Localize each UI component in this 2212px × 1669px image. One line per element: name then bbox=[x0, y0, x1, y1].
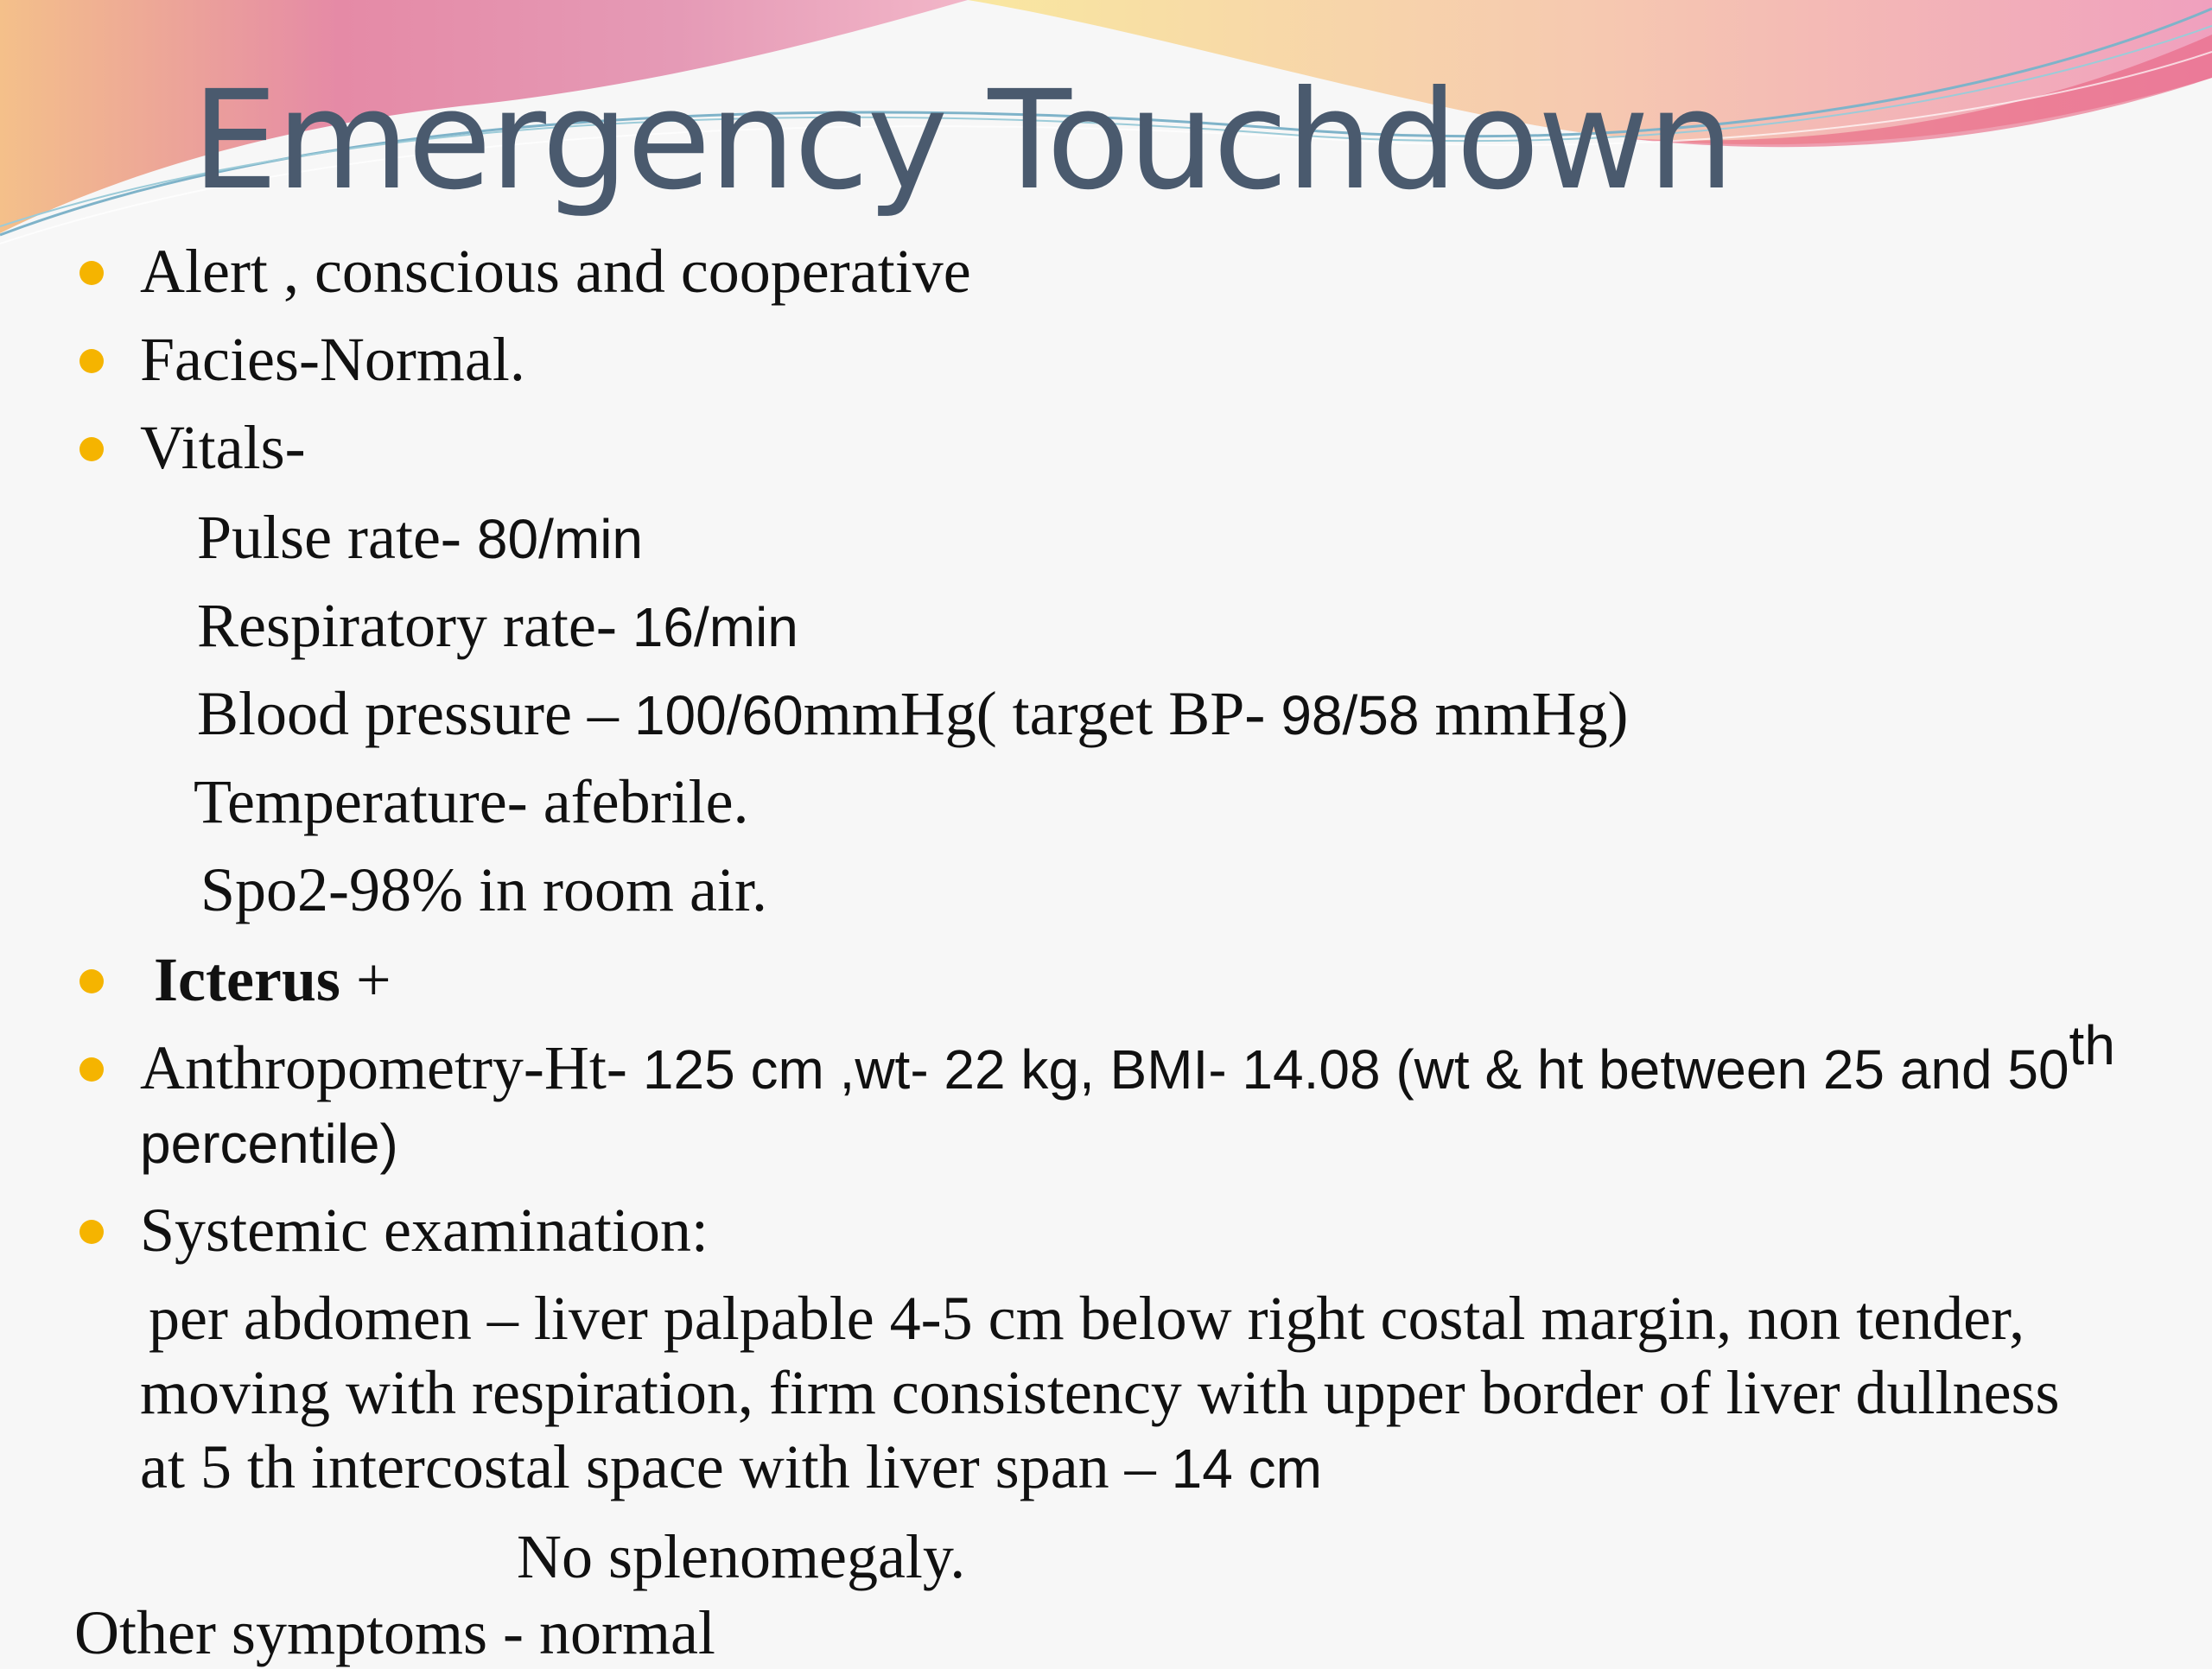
blood-pressure-target-value: 98/58 bbox=[1281, 684, 1420, 746]
respiratory-rate-label: Respiratory rate- bbox=[197, 591, 632, 660]
anthropometry-percentile: percentile) bbox=[140, 1113, 398, 1175]
vitals-text: Vitals- bbox=[140, 413, 306, 482]
bullet-dot bbox=[79, 969, 104, 993]
blood-pressure-line bbox=[197, 677, 1628, 752]
abdomen-line-3-text: at 5 th intercostal space with liver span – bbox=[140, 1432, 1172, 1501]
splenomegaly-text: No splenomegaly. bbox=[517, 1522, 966, 1591]
icterus-label: Icterus bbox=[154, 945, 340, 1014]
liver-span-value: 14 cm bbox=[1171, 1437, 1322, 1500]
pulse-rate-value: 80/min bbox=[476, 508, 643, 570]
alert-text: Alert , conscious and cooperative bbox=[140, 237, 971, 306]
bullet-dot bbox=[79, 1057, 104, 1082]
spo2-line: Spo2-98% in room air. bbox=[200, 855, 767, 924]
abdomen-line-1: per abdomen – liver palpable 4-5 cm below right costal margin, non tender, bbox=[149, 1284, 2025, 1353]
anthropometry-text bbox=[140, 1014, 2162, 1180]
pulse-rate-line bbox=[197, 501, 643, 575]
systemic-examination-text: Systemic examination: bbox=[140, 1196, 709, 1265]
icterus-sign: + bbox=[340, 945, 391, 1014]
facies-text: Facies-Normal. bbox=[140, 325, 525, 394]
bullet-dot bbox=[79, 349, 104, 373]
blood-pressure-unit: mmHg) bbox=[1419, 679, 1629, 748]
percentile-superscript: th bbox=[2069, 1014, 2115, 1076]
slide-title: Emergency Touchdown bbox=[192, 61, 1733, 220]
blood-pressure-value: 100/60 bbox=[633, 684, 804, 746]
temperature-line: Temperature- afebrile. bbox=[194, 767, 749, 836]
abdomen-line-2: moving with respiration, firm consistency with upper border of liver dullness bbox=[140, 1358, 2060, 1427]
pulse-rate-label: Pulse rate- bbox=[197, 503, 477, 572]
abdomen-line-3 bbox=[140, 1431, 1322, 1505]
bullet-dot bbox=[79, 1220, 104, 1244]
respiratory-rate-line bbox=[197, 589, 798, 663]
blood-pressure-label: Blood pressure – bbox=[197, 679, 634, 748]
blood-pressure-target-label: mmHg( target BP- bbox=[803, 679, 1281, 748]
anthropometry-label: Anthropometry-Ht- bbox=[140, 1033, 643, 1102]
bullet-dot bbox=[79, 437, 104, 461]
icterus-line bbox=[154, 943, 391, 1016]
anthropometry-values: 125 cm ,wt- 22 kg, BMI- 14.08 (wt & ht between 25 and 50 bbox=[642, 1038, 2069, 1101]
respiratory-rate-value: 16/min bbox=[632, 596, 798, 658]
bullet-dot bbox=[79, 261, 104, 285]
other-symptoms-text: Other symptoms - normal bbox=[74, 1598, 715, 1667]
